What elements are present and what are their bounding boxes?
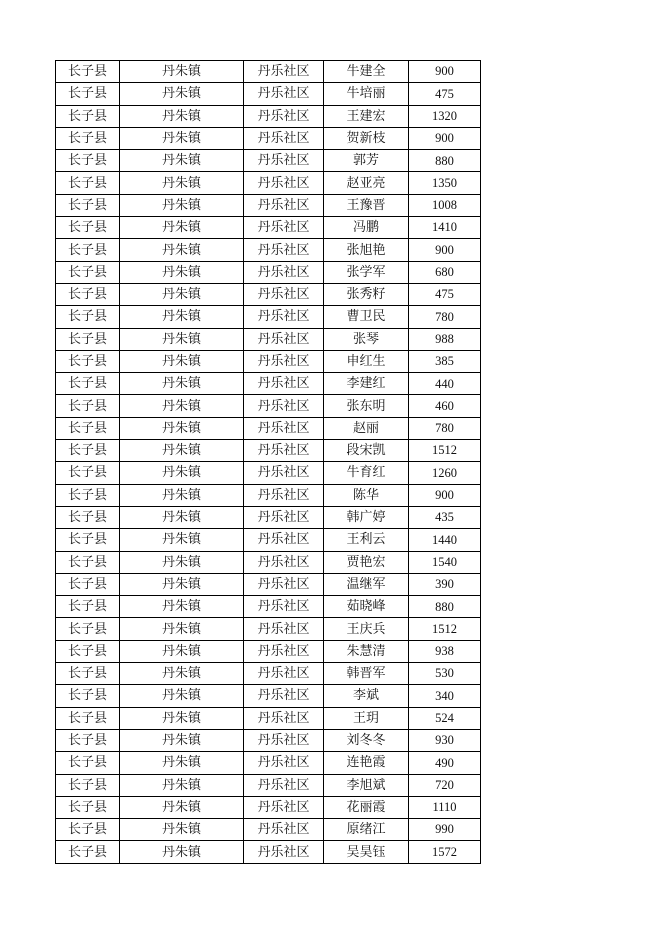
table-row — [56, 105, 481, 127]
town-cell: 丹朱镇 — [120, 618, 244, 640]
county-cell: 长子县 — [56, 172, 120, 194]
name-cell: 王利云 — [324, 529, 409, 551]
table-row — [56, 462, 481, 484]
county-cell: 长子县 — [56, 506, 120, 528]
table-row — [56, 194, 481, 216]
county-cell: 长子县 — [56, 796, 120, 818]
community-cell: 丹乐社区 — [244, 83, 324, 105]
table-row — [56, 395, 481, 417]
table-row — [56, 61, 481, 83]
community-cell: 丹乐社区 — [244, 417, 324, 439]
amount-cell: 930 — [409, 729, 481, 751]
table-row — [56, 752, 481, 774]
community-cell: 丹乐社区 — [244, 484, 324, 506]
name-cell: 王玥 — [324, 707, 409, 729]
community-cell: 丹乐社区 — [244, 529, 324, 551]
community-cell: 丹乐社区 — [244, 752, 324, 774]
amount-cell: 490 — [409, 752, 481, 774]
town-cell: 丹朱镇 — [120, 640, 244, 662]
name-cell: 李建红 — [324, 373, 409, 395]
table-row — [56, 729, 481, 751]
town-cell: 丹朱镇 — [120, 283, 244, 305]
town-cell: 丹朱镇 — [120, 506, 244, 528]
name-cell: 张学军 — [324, 261, 409, 283]
county-cell: 长子县 — [56, 61, 120, 83]
table-row — [56, 663, 481, 685]
amount-cell: 1540 — [409, 551, 481, 573]
table-row — [56, 551, 481, 573]
town-cell: 丹朱镇 — [120, 172, 244, 194]
table-row — [56, 774, 481, 796]
county-cell: 长子县 — [56, 150, 120, 172]
community-cell: 丹乐社区 — [244, 819, 324, 841]
amount-cell: 1410 — [409, 217, 481, 239]
data-table — [55, 60, 481, 864]
amount-cell: 1512 — [409, 440, 481, 462]
county-cell: 长子县 — [56, 127, 120, 149]
table-row — [56, 373, 481, 395]
table-row — [56, 573, 481, 595]
town-cell: 丹朱镇 — [120, 440, 244, 462]
name-cell: 韩晋军 — [324, 663, 409, 685]
county-cell: 长子县 — [56, 707, 120, 729]
county-cell: 长子县 — [56, 729, 120, 751]
community-cell: 丹乐社区 — [244, 596, 324, 618]
county-cell: 长子县 — [56, 685, 120, 707]
town-cell: 丹朱镇 — [120, 373, 244, 395]
name-cell: 张旭艳 — [324, 239, 409, 261]
town-cell: 丹朱镇 — [120, 61, 244, 83]
table-row — [56, 239, 481, 261]
county-cell: 长子县 — [56, 217, 120, 239]
amount-cell: 1350 — [409, 172, 481, 194]
town-cell: 丹朱镇 — [120, 239, 244, 261]
town-cell: 丹朱镇 — [120, 105, 244, 127]
name-cell: 牛建全 — [324, 61, 409, 83]
community-cell: 丹乐社区 — [244, 172, 324, 194]
amount-cell: 880 — [409, 150, 481, 172]
county-cell: 长子县 — [56, 83, 120, 105]
county-cell: 长子县 — [56, 440, 120, 462]
amount-cell: 435 — [409, 506, 481, 528]
table-row — [56, 484, 481, 506]
name-cell: 张琴 — [324, 328, 409, 350]
community-cell: 丹乐社区 — [244, 217, 324, 239]
name-cell: 贺新枝 — [324, 127, 409, 149]
amount-cell: 780 — [409, 306, 481, 328]
community-cell: 丹乐社区 — [244, 796, 324, 818]
name-cell: 王建宏 — [324, 105, 409, 127]
name-cell: 赵丽 — [324, 417, 409, 439]
town-cell: 丹朱镇 — [120, 127, 244, 149]
town-cell: 丹朱镇 — [120, 819, 244, 841]
community-cell: 丹乐社区 — [244, 663, 324, 685]
amount-cell: 390 — [409, 573, 481, 595]
table-row — [56, 596, 481, 618]
name-cell: 王庆兵 — [324, 618, 409, 640]
community-cell: 丹乐社区 — [244, 640, 324, 662]
county-cell: 长子县 — [56, 306, 120, 328]
town-cell: 丹朱镇 — [120, 194, 244, 216]
amount-cell: 475 — [409, 283, 481, 305]
community-cell: 丹乐社区 — [244, 774, 324, 796]
table-row — [56, 685, 481, 707]
town-cell: 丹朱镇 — [120, 596, 244, 618]
amount-cell: 988 — [409, 328, 481, 350]
community-cell: 丹乐社区 — [244, 506, 324, 528]
county-cell: 长子县 — [56, 819, 120, 841]
amount-cell: 1110 — [409, 796, 481, 818]
community-cell: 丹乐社区 — [244, 395, 324, 417]
town-cell: 丹朱镇 — [120, 841, 244, 863]
table-row — [56, 618, 481, 640]
county-cell: 长子县 — [56, 640, 120, 662]
name-cell: 李斌 — [324, 685, 409, 707]
table-row — [56, 261, 481, 283]
name-cell: 花丽霞 — [324, 796, 409, 818]
amount-cell: 340 — [409, 685, 481, 707]
county-cell: 长子县 — [56, 417, 120, 439]
amount-cell: 440 — [409, 373, 481, 395]
table-row — [56, 350, 481, 372]
community-cell: 丹乐社区 — [244, 551, 324, 573]
community-cell: 丹乐社区 — [244, 462, 324, 484]
amount-cell: 1440 — [409, 529, 481, 551]
county-cell: 长子县 — [56, 105, 120, 127]
county-cell: 长子县 — [56, 484, 120, 506]
table-row — [56, 150, 481, 172]
amount-cell: 680 — [409, 261, 481, 283]
county-cell: 长子县 — [56, 596, 120, 618]
county-cell: 长子县 — [56, 774, 120, 796]
amount-cell: 385 — [409, 350, 481, 372]
name-cell: 吴昊钰 — [324, 841, 409, 863]
community-cell: 丹乐社区 — [244, 61, 324, 83]
name-cell: 郭芳 — [324, 150, 409, 172]
county-cell: 长子县 — [56, 462, 120, 484]
amount-cell: 900 — [409, 61, 481, 83]
amount-cell: 1260 — [409, 462, 481, 484]
name-cell: 温继军 — [324, 573, 409, 595]
table-row — [56, 217, 481, 239]
town-cell: 丹朱镇 — [120, 328, 244, 350]
amount-cell: 900 — [409, 484, 481, 506]
town-cell: 丹朱镇 — [120, 707, 244, 729]
name-cell: 李旭斌 — [324, 774, 409, 796]
community-cell: 丹乐社区 — [244, 306, 324, 328]
name-cell: 申红生 — [324, 350, 409, 372]
table-row — [56, 417, 481, 439]
town-cell: 丹朱镇 — [120, 663, 244, 685]
county-cell: 长子县 — [56, 663, 120, 685]
county-cell: 长子县 — [56, 328, 120, 350]
community-cell: 丹乐社区 — [244, 194, 324, 216]
town-cell: 丹朱镇 — [120, 529, 244, 551]
town-cell: 丹朱镇 — [120, 685, 244, 707]
community-cell: 丹乐社区 — [244, 841, 324, 863]
table-row — [56, 707, 481, 729]
amount-cell: 524 — [409, 707, 481, 729]
town-cell: 丹朱镇 — [120, 395, 244, 417]
name-cell: 赵亚亮 — [324, 172, 409, 194]
community-cell: 丹乐社区 — [244, 685, 324, 707]
community-cell: 丹乐社区 — [244, 573, 324, 595]
county-cell: 长子县 — [56, 529, 120, 551]
amount-cell: 1008 — [409, 194, 481, 216]
town-cell: 丹朱镇 — [120, 462, 244, 484]
town-cell: 丹朱镇 — [120, 261, 244, 283]
table-row — [56, 283, 481, 305]
town-cell: 丹朱镇 — [120, 306, 244, 328]
county-cell: 长子县 — [56, 261, 120, 283]
table-row — [56, 796, 481, 818]
community-cell: 丹乐社区 — [244, 729, 324, 751]
town-cell: 丹朱镇 — [120, 729, 244, 751]
name-cell: 连艳霞 — [324, 752, 409, 774]
table-row — [56, 83, 481, 105]
amount-cell: 1512 — [409, 618, 481, 640]
name-cell: 韩广婷 — [324, 506, 409, 528]
community-cell: 丹乐社区 — [244, 328, 324, 350]
table-row — [56, 172, 481, 194]
table-row — [56, 640, 481, 662]
county-cell: 长子县 — [56, 373, 120, 395]
name-cell: 朱慧清 — [324, 640, 409, 662]
town-cell: 丹朱镇 — [120, 551, 244, 573]
name-cell: 冯鹏 — [324, 217, 409, 239]
amount-cell: 780 — [409, 417, 481, 439]
county-cell: 长子县 — [56, 350, 120, 372]
table-row — [56, 819, 481, 841]
county-cell: 长子县 — [56, 283, 120, 305]
table-row — [56, 328, 481, 350]
community-cell: 丹乐社区 — [244, 261, 324, 283]
amount-cell: 530 — [409, 663, 481, 685]
town-cell: 丹朱镇 — [120, 774, 244, 796]
amount-cell: 938 — [409, 640, 481, 662]
name-cell: 陈华 — [324, 484, 409, 506]
community-cell: 丹乐社区 — [244, 373, 324, 395]
table-row — [56, 127, 481, 149]
community-cell: 丹乐社区 — [244, 618, 324, 640]
community-cell: 丹乐社区 — [244, 283, 324, 305]
amount-cell: 1572 — [409, 841, 481, 863]
town-cell: 丹朱镇 — [120, 83, 244, 105]
county-cell: 长子县 — [56, 239, 120, 261]
town-cell: 丹朱镇 — [120, 796, 244, 818]
county-cell: 长子县 — [56, 573, 120, 595]
name-cell: 茹晓峰 — [324, 596, 409, 618]
town-cell: 丹朱镇 — [120, 417, 244, 439]
name-cell: 段宋凯 — [324, 440, 409, 462]
table-row — [56, 440, 481, 462]
name-cell: 张秀籽 — [324, 283, 409, 305]
table-row — [56, 506, 481, 528]
county-cell: 长子县 — [56, 395, 120, 417]
county-cell: 长子县 — [56, 752, 120, 774]
amount-cell: 475 — [409, 83, 481, 105]
county-cell: 长子县 — [56, 618, 120, 640]
name-cell: 牛育红 — [324, 462, 409, 484]
amount-cell: 460 — [409, 395, 481, 417]
name-cell: 贾艳宏 — [324, 551, 409, 573]
table-body — [56, 61, 481, 864]
community-cell: 丹乐社区 — [244, 150, 324, 172]
community-cell: 丹乐社区 — [244, 350, 324, 372]
amount-cell: 900 — [409, 127, 481, 149]
town-cell: 丹朱镇 — [120, 217, 244, 239]
amount-cell: 880 — [409, 596, 481, 618]
name-cell: 刘冬冬 — [324, 729, 409, 751]
community-cell: 丹乐社区 — [244, 239, 324, 261]
name-cell: 原绪江 — [324, 819, 409, 841]
town-cell: 丹朱镇 — [120, 752, 244, 774]
name-cell: 牛培丽 — [324, 83, 409, 105]
town-cell: 丹朱镇 — [120, 573, 244, 595]
table-row — [56, 529, 481, 551]
amount-cell: 1320 — [409, 105, 481, 127]
name-cell: 张东明 — [324, 395, 409, 417]
amount-cell: 900 — [409, 239, 481, 261]
community-cell: 丹乐社区 — [244, 105, 324, 127]
name-cell: 曹卫民 — [324, 306, 409, 328]
table-row — [56, 841, 481, 863]
community-cell: 丹乐社区 — [244, 440, 324, 462]
name-cell: 王豫晋 — [324, 194, 409, 216]
amount-cell: 720 — [409, 774, 481, 796]
community-cell: 丹乐社区 — [244, 707, 324, 729]
county-cell: 长子县 — [56, 841, 120, 863]
table-row — [56, 306, 481, 328]
county-cell: 长子县 — [56, 551, 120, 573]
town-cell: 丹朱镇 — [120, 350, 244, 372]
county-cell: 长子县 — [56, 194, 120, 216]
community-cell: 丹乐社区 — [244, 127, 324, 149]
town-cell: 丹朱镇 — [120, 150, 244, 172]
town-cell: 丹朱镇 — [120, 484, 244, 506]
amount-cell: 990 — [409, 819, 481, 841]
